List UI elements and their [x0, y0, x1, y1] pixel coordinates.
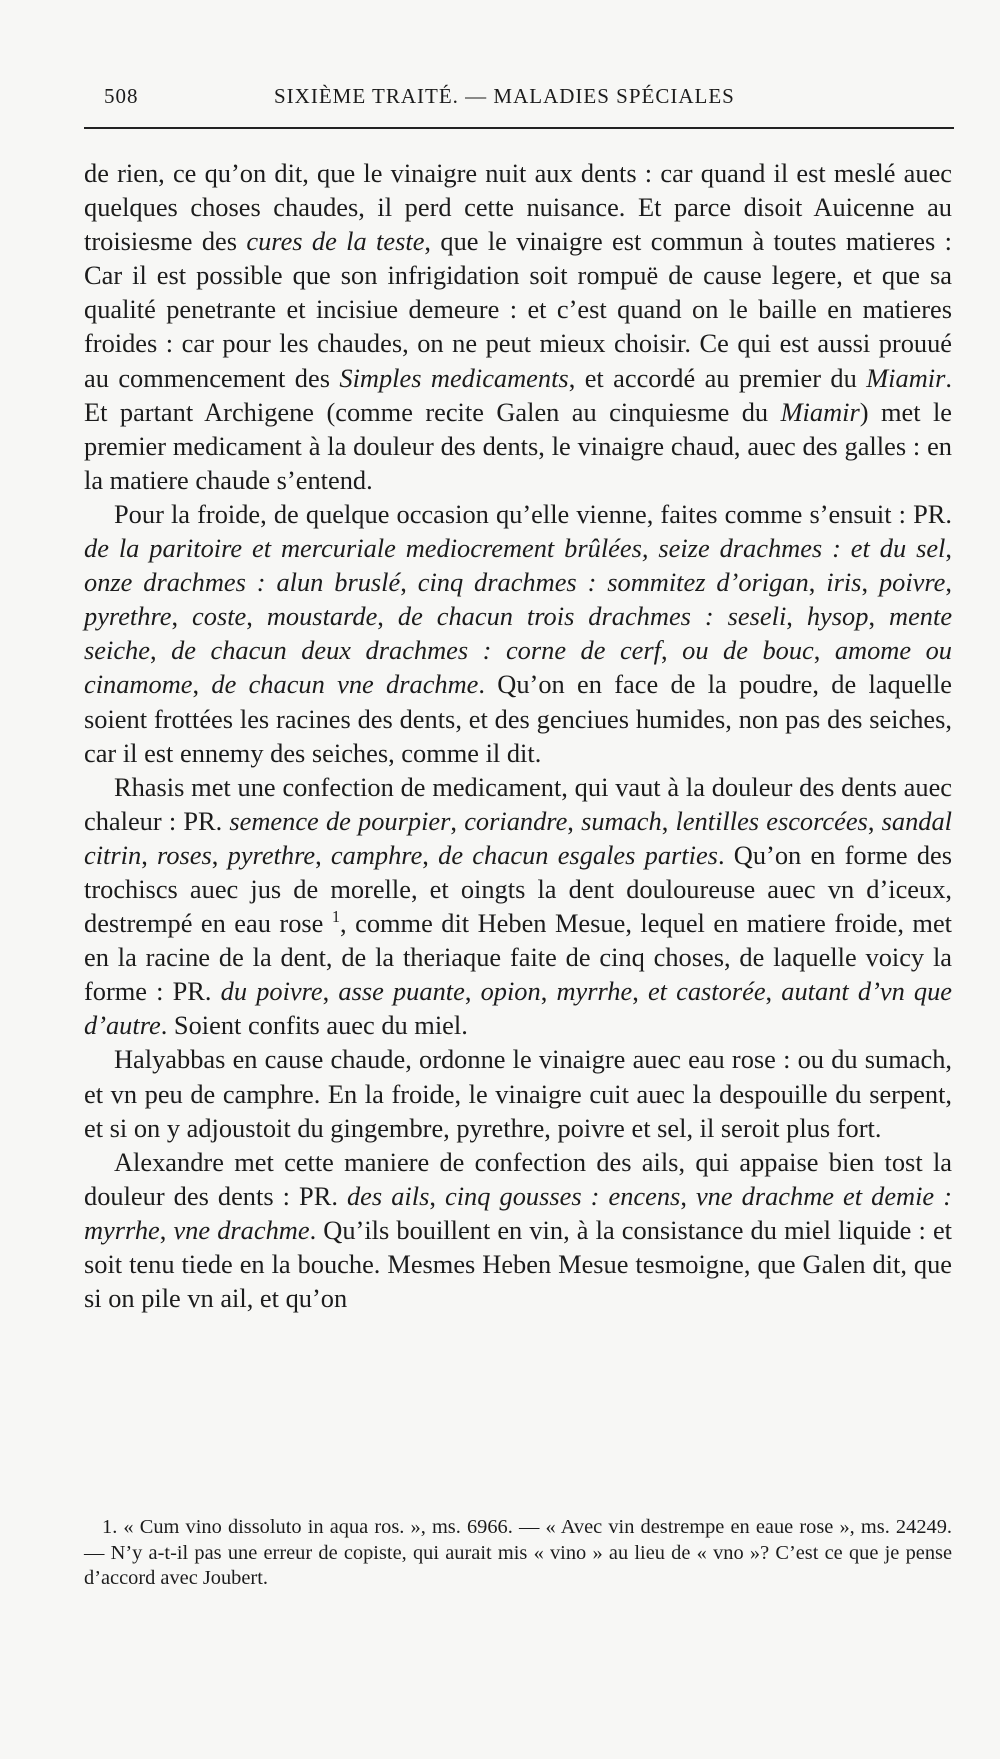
text-run: , — [661, 805, 676, 836]
italic-text: de chacun deux drachmes : corne de cerf — [171, 635, 662, 666]
footnote: 1. « Cum vino dissoluto in aqua ros. », ms. 6966. — « Avec vin destrempe en eaue rose », ms. 24249. — N’y a-t-il pas une erreur de copiste, qui aurait mis « vino » au lieu de « vno »? C’est ce que je pense d’accord avec Joubert. — [84, 1516, 952, 1589]
italic-text: roses — [157, 839, 212, 870]
text-run: , — [765, 976, 782, 1007]
italic-text: Miamir — [866, 362, 946, 393]
text-run: de rien, ce qu’on dit, que le vinaigre nuit aux dents : car quand il est meslé auec quelques choses chaudes, il perd cette nuisance. Et parce disoit Auicenne au troisiesme des — [84, 158, 952, 257]
text-run: . Qu’on en face de la poudre, de laquelle soient frottées les racines des dents, et des genciues humides, non pas des seiches, car il est ennemy des seiches, comme il dit. — [84, 669, 952, 768]
text-run: , — [322, 976, 339, 1007]
italic-text: amome ou cinamome — [84, 635, 952, 700]
italic-text: de chacun esgales parties — [438, 839, 718, 870]
italic-text: Miamir — [780, 396, 860, 427]
text-run: , — [246, 601, 267, 632]
italic-text: vne drachme — [173, 1214, 310, 1245]
page-number: 508 — [104, 84, 139, 108]
italic-text: de la paritoire et mercuriale mediocrement brûlées, seize drachmes : et du sel — [84, 533, 946, 564]
header-rule — [84, 127, 954, 129]
text-run: , — [868, 601, 890, 632]
text-run: , — [567, 805, 582, 836]
paragraph — [84, 156, 952, 497]
italic-text: vne drachme et demie : myrrhe — [84, 1180, 952, 1245]
text-run: , — [786, 601, 807, 632]
text-run: , — [149, 635, 172, 666]
text-run: , — [141, 839, 158, 870]
text-run: Halyabbas en cause chaude, ordonne le vinaigre auec eau rose : ou du sumach, et vn peu de camphre. En la froide, le vinaigre cuit auec la despouille du serpent, et si on y adjoustoit du gingembre, pyrethre, poivre et sel, il seroit plus fort. — [84, 1044, 952, 1143]
running-head — [104, 84, 954, 120]
italic-text: de chacun vne drachme — [211, 669, 479, 700]
text-run: , — [159, 1214, 174, 1245]
italic-text: coriandre — [464, 805, 568, 836]
text-run: , — [464, 976, 481, 1007]
italic-text: asse puante — [338, 976, 465, 1007]
text-run: , et accordé au premier du — [568, 362, 867, 393]
text-run: , — [211, 839, 228, 870]
italic-text: semence de pourpier — [229, 805, 451, 836]
italic-text: coste — [192, 601, 247, 632]
text-run: . Qu’on en forme des trochiscs auec jus de morelle, et oingts la dent douloureuse auec vn d’iceux, destrempé en eau rose — [84, 839, 953, 939]
text-run: , — [861, 567, 879, 598]
text-run: , — [540, 976, 557, 1007]
text-run: Pour la froide, de quelque occasion qu’elle vienne, faites comme s’ensuit : PR. — [114, 498, 952, 529]
italic-text: sumach — [581, 805, 662, 836]
text-run: , que le vinaigre est commun à toutes matieres : Car il est possible que son infrigidation soit rompuë de cause legere, et que sa qualité penetrante et incisiue demeure : et c’est quand on le baille en matieres froides : car pour les chaudes, on ne peut mieux choisir. Ce qui est aussi prouué au commencement des — [84, 226, 952, 393]
body-text — [84, 156, 952, 1315]
italic-text: pyrethre — [84, 601, 172, 632]
text-run: . Et partant Archigene (comme recite Galen au cinquiesme du — [84, 362, 952, 427]
text-run: Alexandre met cette maniere de confection des ails, qui appaise bien tost la douleur des dents : PR. — [84, 1146, 952, 1211]
text-run: , — [400, 567, 418, 598]
italic-text: du poivre — [220, 976, 323, 1007]
italic-text: cinq gousses : encens — [445, 1180, 681, 1211]
italic-text: des ails — [346, 1180, 430, 1211]
italic-text: camphre — [330, 839, 423, 870]
text-run: ) met le premier medicament à la douleur des dents, le vinaigre chaud, auec des galles : en la matiere chaude s’entend. — [84, 396, 953, 495]
text-run: , — [945, 533, 952, 564]
paragraph — [84, 1042, 952, 1144]
footnotes — [84, 1515, 952, 1592]
text-run: , — [945, 567, 953, 598]
text-run: , — [867, 805, 882, 836]
italic-text: poivre — [878, 567, 946, 598]
text-run: , comme dit Heben Mesue, lequel en matiere froide, met en la racine de la dent, de la theriaque faite de cinq choses, de laquelle voicy la forme : PR. — [84, 908, 952, 1007]
text-run: , — [422, 839, 439, 870]
text-run: , — [808, 567, 827, 598]
italic-text: cinq drachmes : sommitez d’origan — [417, 567, 809, 598]
text-run: , — [632, 976, 648, 1007]
text-run: Rhasis met une confection de medicament, qui vaut à la douleur des dents auec chaleur : PR. — [84, 771, 952, 836]
text-run: , — [377, 601, 398, 632]
paragraph — [84, 770, 952, 1043]
text-run: , — [450, 805, 465, 836]
text-run: , — [429, 1180, 446, 1211]
text-run: , — [661, 635, 683, 666]
italic-text: opion — [480, 976, 541, 1007]
italic-text: pyrethre — [227, 839, 316, 870]
text-run: , — [315, 839, 331, 870]
italic-text: mente seiche — [84, 601, 953, 666]
italic-text: Simples medicaments — [339, 362, 569, 393]
text-run: , — [171, 601, 193, 632]
text-run: , — [192, 669, 212, 700]
italic-text: hysop — [806, 601, 869, 632]
italic-text: autant d’vn que d’autre — [84, 976, 953, 1041]
italic-text: lentilles escorcées — [675, 805, 868, 836]
running-title: SIXIÈME TRAITÉ. — MALADIES SPÉCIALES — [274, 84, 735, 108]
text-run: . Soient confits auec du miel. — [160, 1010, 468, 1041]
italic-text: moustarde — [266, 601, 378, 632]
italic-text: ou de bouc — [682, 635, 814, 666]
italic-text: de chacun trois drachmes : seseli — [397, 601, 787, 632]
italic-text: onze drachmes : alun bruslé — [84, 567, 401, 598]
footnote-ref: 1 — [331, 907, 341, 927]
italic-text: myrrhe — [556, 976, 633, 1007]
italic-text: et castorée — [647, 976, 766, 1007]
italic-text: cures de la teste — [246, 226, 425, 257]
text-run: , — [813, 635, 835, 666]
italic-text: sandal citrin — [84, 805, 952, 870]
paragraph — [84, 1145, 952, 1315]
text-run: , — [680, 1180, 696, 1211]
italic-text: iris — [826, 567, 862, 598]
text-run: . Qu’ils bouillent en vin, à la consistance du miel liquide : et soit tenu tiede en la bouche. Mesmes Heben Mesue tesmoigne, que Galen dit, que si on pile vn ail, et qu’on — [84, 1214, 953, 1314]
paragraph — [84, 497, 952, 770]
